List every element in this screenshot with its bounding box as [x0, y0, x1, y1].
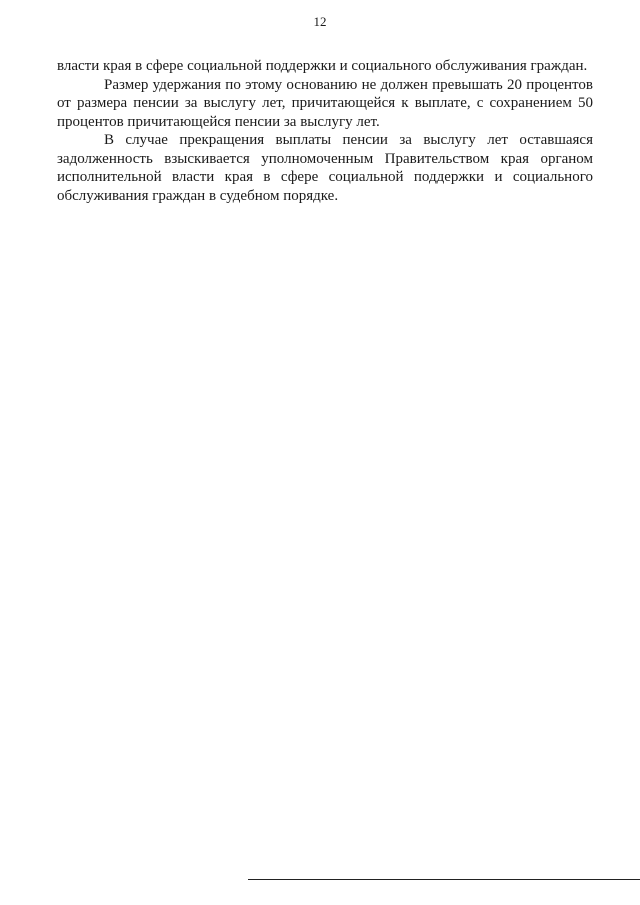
- document-body: [57, 57, 593, 205]
- paragraph-continuation: власти края в сфере социальной поддержки и социального обслуживания граждан.: [57, 58, 588, 74]
- footer-rule: [248, 879, 640, 880]
- paragraph-debt-recovery: В случае прекращения выплаты пенсии за выслугу лет оставшаяся задолженность взыскивается уполномоченным Правительством края органом исполнительной власти края в сфере социальной поддержки и социального обслуживания граждан в судебном порядке.: [57, 132, 593, 204]
- paragraph-withholding-limit: Размер удержания по этому основанию не должен превышать 20 процентов от размера пенсии за выслугу лет, причитающейся к выплате, с сохранением 50 процентов причитающейся пенсии за выслугу лет.: [57, 76, 593, 130]
- page-number: 12: [313, 14, 327, 29]
